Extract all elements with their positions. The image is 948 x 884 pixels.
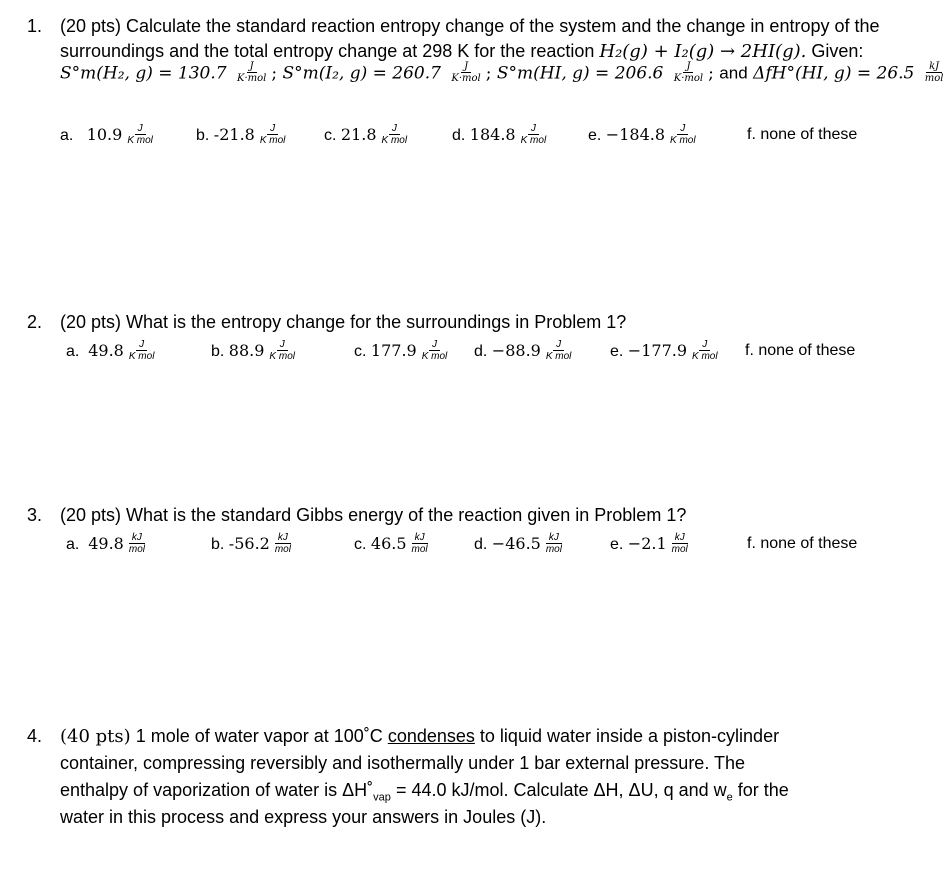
q4-line3: enthalpy of vaporization of water is $\Delta H˚_{vap} = 44.0$ kJ/mol. Calculate ΔH, ΔU, q and $w_e$ for the xyxy=(60,780,789,804)
q3-number: 3. xyxy=(27,505,43,525)
q4-line1: (40 pts) 1 mole of water vapor at 100˚C condenses to liquid water inside a piston-cylinder xyxy=(60,726,780,747)
q1-option-b: b. -21.8 $\frac{J}{\text{K mol}}$ xyxy=(196,123,286,146)
q4-condenses: condenses xyxy=(387,726,475,746)
q1-line1: (20 pts) Calculate the standard reaction entropy change of the system and the change in entropy of the xyxy=(60,16,880,36)
q1-unit-fraction: $\frac{J}{\text{K·mol}}$ xyxy=(673,61,704,84)
q3-option-e: e. −2.1 $\frac{kJ}{\text{mol}}$ xyxy=(610,532,688,555)
q1-option-d: d. 184.8 $\frac{J}{\text{K mol}}$ xyxy=(452,123,547,146)
q1-unit-fraction: $\frac{J}{\text{K·mol}}$ xyxy=(237,61,267,84)
q1-option-c: c. 21.8 $\frac{J}{\text{K mol}}$ xyxy=(324,123,408,146)
q1-line2-text: surroundings and the total entropy change at 298 K for the reaction xyxy=(60,41,595,61)
q1-given-h2: S°m(H₂, g) = 130.7 xyxy=(60,63,227,84)
q1-number: 1. xyxy=(27,16,43,36)
q2-option-d: d. −88.9 $\frac{J}{\text{K mol}}$ xyxy=(474,339,572,362)
q1-given-hi: S°m(HI, g) = 206.6 xyxy=(496,63,664,84)
q1-given-dfh: ΔfH°(HI, g) = 26.5 xyxy=(753,63,915,84)
q2-option-a: a. 49.8 $\frac{J}{\text{K mol}}$ xyxy=(66,339,155,362)
q1-unit-fraction: $\frac{J}{\text{K·mol}}$ xyxy=(451,61,481,84)
q2-option-c: c. 177.9 $\frac{J}{\text{K mol}}$ xyxy=(354,339,448,362)
q3-option-a: a. 49.8 $\frac{kJ}{\text{mol}}$ xyxy=(66,532,145,555)
q3-option-c: c. 46.5 $\frac{kJ}{\text{mol}}$ xyxy=(354,532,428,555)
q4-points: (40 pts) xyxy=(60,726,131,747)
q3-option-f: f. none of these xyxy=(747,535,858,552)
q2-option-f: f. none of these xyxy=(745,342,856,359)
q4-number: 4. xyxy=(27,726,43,746)
q2-text: (20 pts) What is the entropy change for the surroundings in Problem 1? xyxy=(60,312,627,332)
q1-given-label: Given: xyxy=(811,41,864,61)
q1-unit-fraction: $\frac{kJ}{\text{mol}}$ xyxy=(924,61,944,84)
q1-option-f: f. none of these xyxy=(747,126,858,143)
q2-option-e: e. −177.9 $\frac{J}{\text{K mol}}$ xyxy=(610,339,718,362)
q3-option-b: b. -56.2 $\frac{kJ}{\text{mol}}$ xyxy=(211,532,291,555)
q1-reaction: H₂(g) + I₂(g) → 2HI(g). xyxy=(599,41,807,62)
q4-line2: container, compressing reversibly and isothermally under 1 bar external pressure. The xyxy=(60,753,746,773)
q4-line4: water in this process and express your answers in Joules (J). xyxy=(60,807,547,827)
q3-option-d: d. −46.5 $\frac{kJ}{\text{mol}}$ xyxy=(474,532,562,555)
q2-number: 2. xyxy=(27,312,43,332)
q1-and: and xyxy=(719,63,748,83)
q1-given-line: S°m(H₂, g) = 130.7 $\frac{J}{\text{K·mol}}$ ; S°m(I₂, g) = 260.7 $\frac{J}{\text{K·mol}}$ ; S°m(HI, g) = 206.6 $\frac{J}{\text{K·mol}}$ ; and ΔfH°(HI, g) = 26.5 $\frac{kJ}{\text{mol}}$ xyxy=(60,62,948,86)
q3-text: (20 pts) What is the standard Gibbs energy of the reaction given in Problem 1? xyxy=(60,505,687,525)
q2-option-b: b. 88.9 $\frac{J}{\text{K mol}}$ xyxy=(211,339,295,362)
q1-option-e: e. −184.8 $\frac{J}{\text{K mol}}$ xyxy=(588,123,696,146)
q1-option-a: a. 10.9 $\frac{J}{\text{K mol}}$ xyxy=(60,123,153,146)
q1-given-i2: S°m(I₂, g) = 260.7 xyxy=(282,63,441,84)
